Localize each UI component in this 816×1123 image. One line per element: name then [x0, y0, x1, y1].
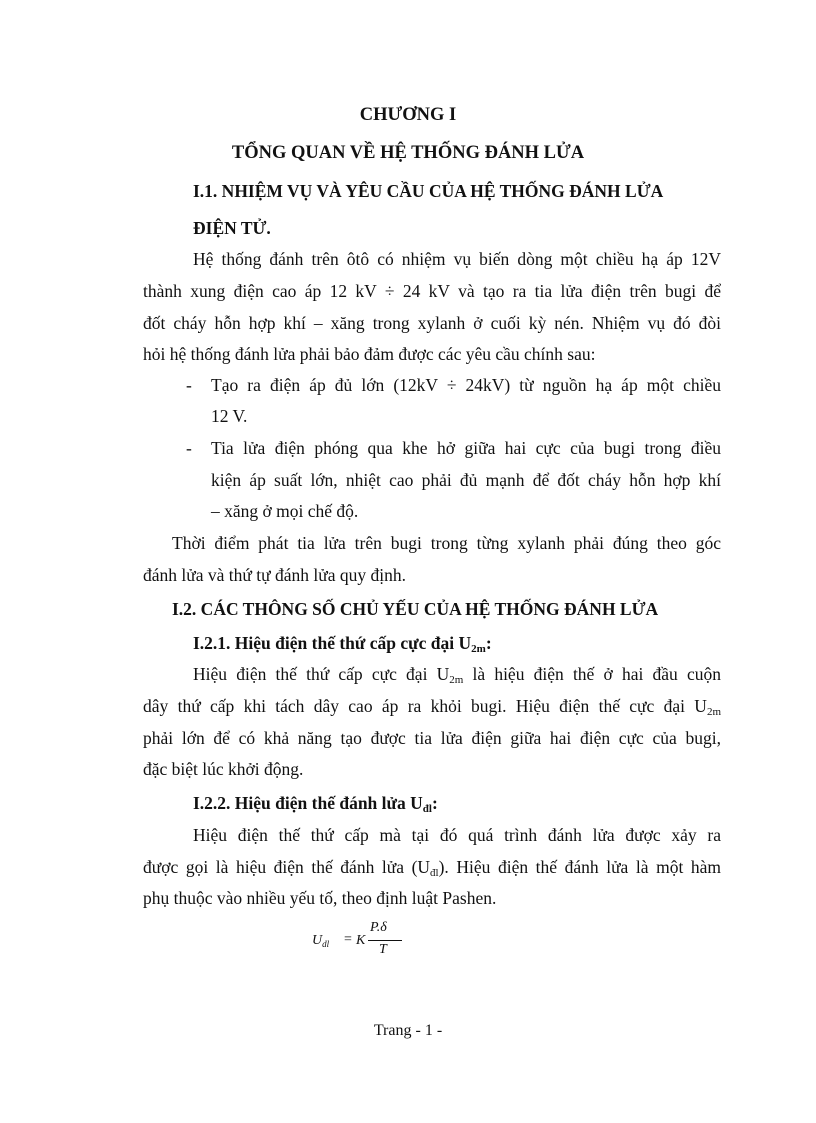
formula-lhs: $U_{dl}$: [312, 933, 330, 949]
subsection2-line1: Hiệu điện thế thứ cấp mà tại đó quá trình đánh lửa được xảy ra: [193, 825, 721, 845]
formula-k: K: [356, 933, 366, 948]
subsection2-heading: I.2.2. Hiệu điện thế đánh lửa $U_{đl}$:: [193, 793, 438, 815]
chapter-number: CHƯƠNG I: [359, 105, 457, 125]
formula-equals: =: [344, 932, 352, 947]
bullet1-line2: 12 V.: [211, 406, 248, 426]
section2-heading: I.2. CÁC THÔNG SỐ CHỦ YẾU CỦA HỆ THỐNG ĐÁNH LỬA: [172, 599, 659, 619]
section1-heading-line2: ĐIỆN TỬ.: [193, 218, 271, 238]
section1-paragraph-line2: thành xung điện cao áp 12 kV ÷ 24 kV và tạo ra tia lửa điện trên bugi để: [143, 281, 721, 301]
subsection1-line2: dây thứ cấp khi tách dây cao áp ra khỏi bugi. Hiệu điện thế cực đại $U_{2m}$: [143, 696, 721, 718]
section1-paragraph-line1: Hệ thống đánh trên ôtô có nhiệm vụ biến dòng một chiều hạ áp 12V: [193, 249, 721, 269]
formula-numerator: P.δ: [370, 920, 387, 935]
subsection2-line3: phụ thuộc vào nhiều yếu tố, theo định luật Pashen.: [143, 888, 497, 908]
bullet1-line1: Tạo ra điện áp đủ lớn (12kV ÷ 24kV) từ nguồn hạ áp một chiều: [211, 375, 721, 395]
subsection1-heading: I.2.1. Hiệu điện thế thứ cấp cực đại $U_{2m}$:: [193, 633, 492, 655]
subsection1-line1: Hiệu điện thế thứ cấp cực đại $U_{2m}$ là hiệu điện thế ở hai đầu cuộn: [193, 664, 721, 686]
section1-paragraph2-line2: đánh lửa và thứ tự đánh lửa quy định.: [143, 565, 406, 585]
bullet1-dash: -: [186, 375, 192, 395]
section1-paragraph2-line1: Thời điểm phát tia lửa trên bugi trong từng xylanh phải đúng theo góc: [172, 533, 721, 553]
chapter-title: TỔNG QUAN VỀ HỆ THỐNG ĐÁNH LỬA: [231, 143, 585, 163]
subsection1-line3: phải lớn để có khả năng tạo được tia lửa điện giữa hai điện cực của bugi,: [143, 728, 721, 748]
bullet2-line1: Tia lửa điện phóng qua khe hở giữa hai cực của bugi trong điều: [211, 438, 721, 458]
page-number: Trang - 1 -: [373, 1022, 443, 1039]
bullet2-line3: – xăng ở mọi chế độ.: [211, 501, 359, 521]
section1-paragraph-line3: đốt cháy hỗn hợp khí – xăng trong xylanh ở cuối kỳ nén. Nhiệm vụ đó đòi: [143, 313, 721, 333]
bullet2-line2: kiện áp suất lớn, nhiệt cao phải đủ mạnh để đốt cháy hỗn hợp khí: [211, 470, 721, 490]
section1-paragraph-line4: hỏi hệ thống đánh lửa phải bảo đảm được các yêu cầu chính sau:: [143, 344, 596, 364]
subsection2-line2: được gọi là hiệu điện thế đánh lửa $(U_{đl})$. Hiệu điện thế đánh lửa là một hàm: [143, 857, 722, 879]
bullet2-dash: -: [186, 438, 192, 458]
pashen-formula: [312, 920, 432, 960]
formula-fraction-bar: [368, 940, 402, 941]
section1-heading-line1: I.1. NHIỆM VỤ VÀ YÊU CẦU CỦA HỆ THỐNG ĐÁNH LỬA: [193, 181, 664, 201]
formula-denominator: T: [379, 942, 387, 957]
subsection1-line4: đặc biệt lúc khởi động.: [143, 759, 304, 779]
